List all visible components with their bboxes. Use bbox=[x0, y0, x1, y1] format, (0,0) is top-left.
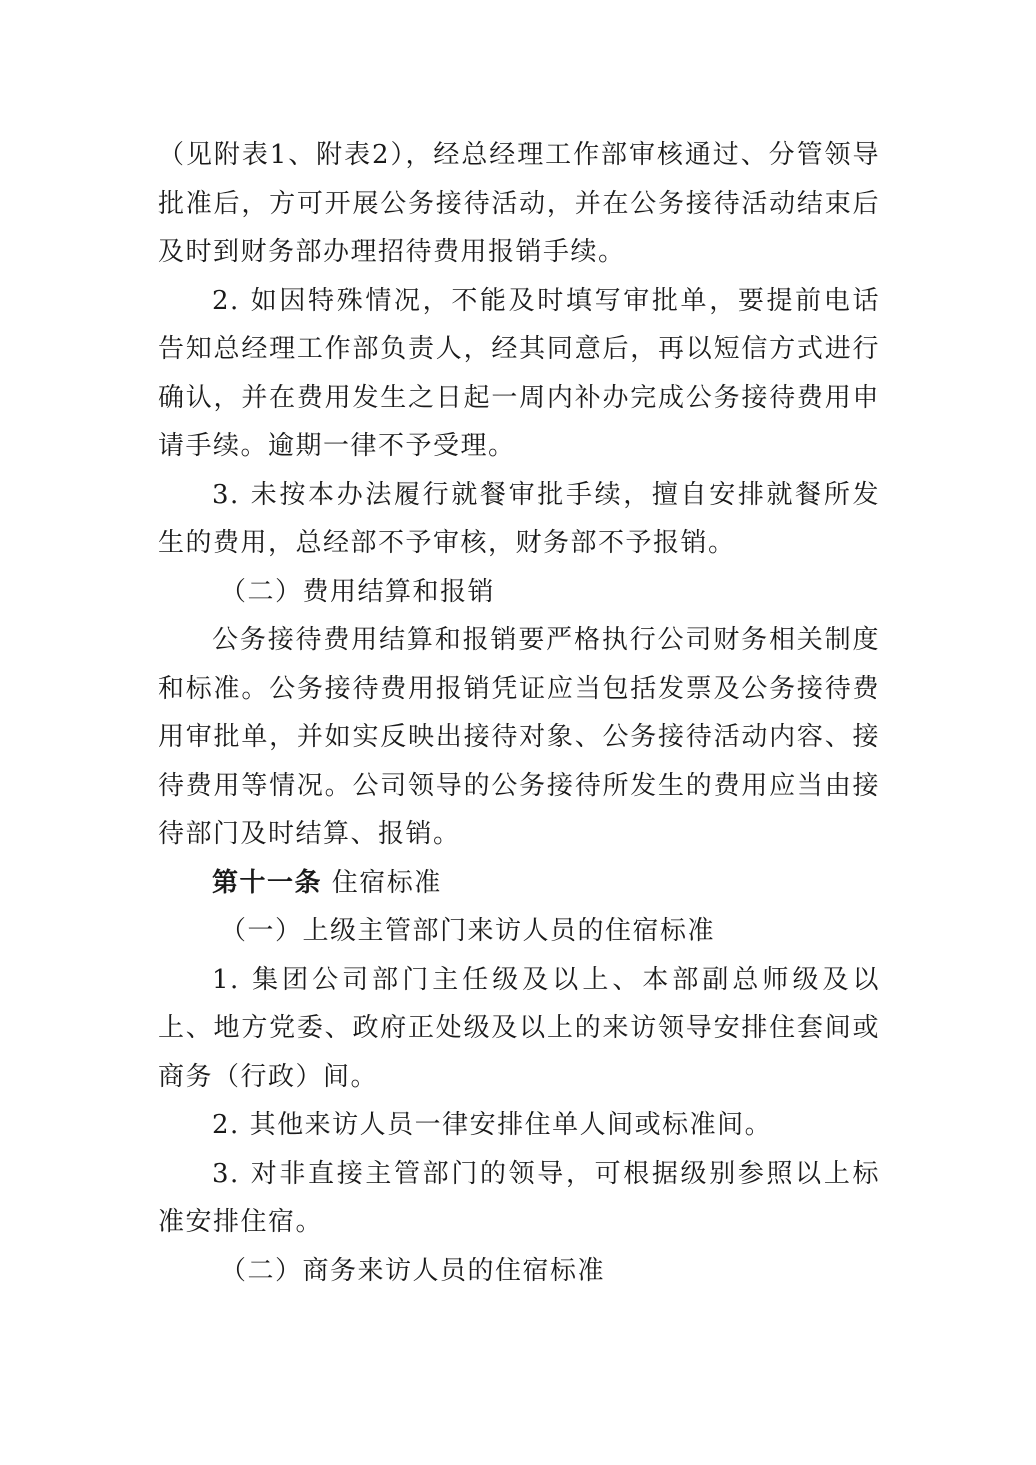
paragraph-non-direct-leaders: 3. 对非直接主管部门的领导，可根据级别参照以上标准安排住宿。 bbox=[158, 1158, 880, 1237]
paragraph-unapproved-dining: 3. 未按本办法履行就餐审批手续，擅自安排就餐所发生的费用，总经部不予审核，财务部不予报销。 bbox=[158, 479, 880, 558]
paragraph-standard-room: 2. 其他来访人员一律安排住单人间或标准间。 bbox=[212, 1110, 773, 1140]
paragraph-approval-continuation: （见附表1、附表2），经总经理工作部审核通过、分管领导批准后，方可开展公务接待活动，并在公务接待活动结束后及时到财务部办理招待费用报销手续。 bbox=[158, 140, 880, 267]
article-heading bbox=[158, 859, 880, 908]
article-label: 第十一条 bbox=[212, 867, 323, 898]
section-heading-settlement: （二）费用结算和报销 bbox=[220, 576, 496, 607]
paragraph-settlement-rules: 公务接待费用结算和报销要严格执行公司财务相关制度和标准。公务接待费用报销凭证应当包括发票及公务接待费用审批单，并如实反映出接待对象、公务接待活动内容、接待费用等情况。公司领导的公务接待所发生的费用应当由接待部门及时结算、报销。 bbox=[158, 625, 880, 849]
paragraph-special-circumstances: 2. 如因特殊情况，不能及时填写审批单，要提前电话告知总经理工作部负责人，经其同意后，再以短信方式进行确认，并在费用发生之日起一周内补办完成公务接待费用申请手续。逾期一律不予受理。 bbox=[158, 285, 880, 461]
section-heading-superior-visitors: （一）上级主管部门来访人员的住宿标准 bbox=[220, 916, 716, 946]
section-heading-business-visitors: （二）商务来访人员的住宿标准 bbox=[220, 1255, 606, 1286]
article-title: 住宿标准 bbox=[331, 867, 442, 898]
paragraph-suite-standard: 1. 集团公司部门主任级及以上、本部副总师级及以上、地方党委、政府正处级及以上的来访领导安排住套间或商务（行政）间。 bbox=[158, 964, 880, 1092]
document-body bbox=[158, 131, 880, 1295]
